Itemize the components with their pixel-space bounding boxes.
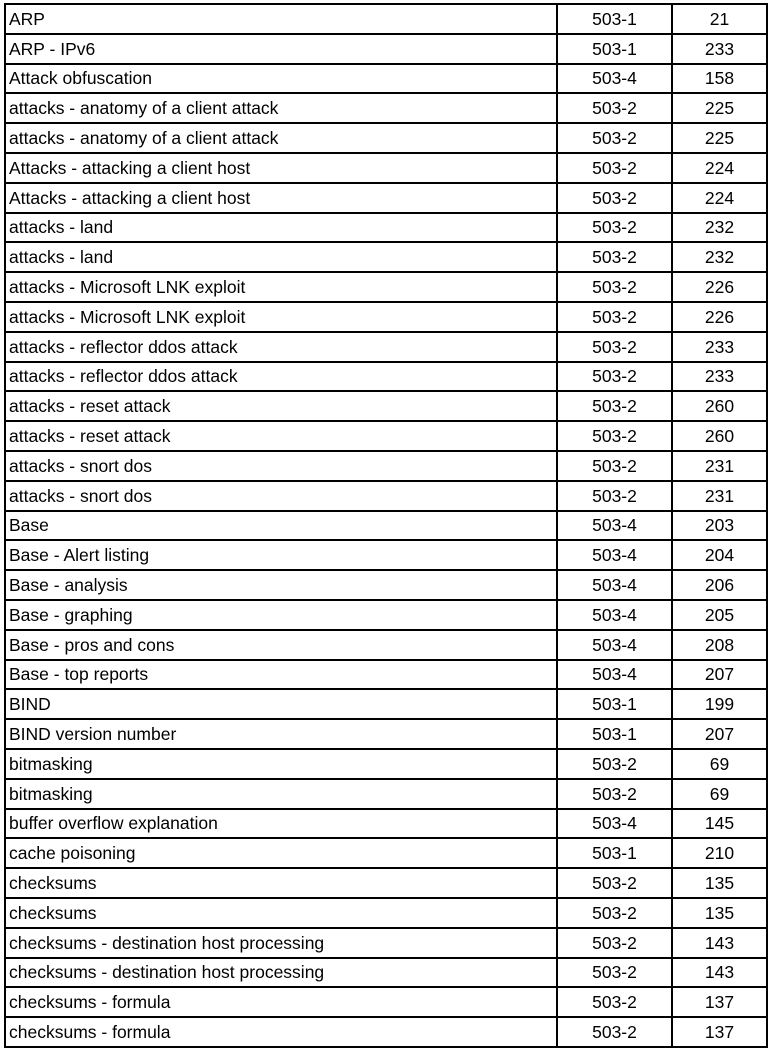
table-row[interactable] [5,123,767,153]
table-row[interactable] [5,391,767,421]
table-row[interactable] [5,660,767,690]
topic-cell[interactable]: checksums - formula [5,1017,557,1047]
page-cell[interactable]: 137 [672,1017,767,1047]
book-cell[interactable]: 503-2 [557,421,672,451]
table-row[interactable] [5,421,767,451]
topic-cell[interactable]: checksums [5,898,557,928]
table-row[interactable] [5,272,767,302]
book-cell[interactable]: 503-2 [557,153,672,183]
book-cell[interactable]: 503-1 [557,838,672,868]
table-row[interactable] [5,958,767,988]
page-cell[interactable]: 226 [672,272,767,302]
page-cell[interactable]: 231 [672,451,767,481]
table-row[interactable] [5,183,767,213]
topic-cell[interactable]: Base - analysis [5,570,557,600]
topic-cell[interactable]: bitmasking [5,749,557,779]
book-cell[interactable]: 503-2 [557,958,672,988]
table-row[interactable] [5,511,767,541]
topic-cell[interactable]: attacks - land [5,213,557,243]
topic-cell[interactable]: attacks - anatomy of a client attack [5,93,557,123]
page-cell[interactable]: 224 [672,153,767,183]
page-cell[interactable]: 158 [672,64,767,94]
page-cell[interactable]: 206 [672,570,767,600]
page-cell[interactable]: 208 [672,630,767,660]
topic-cell[interactable]: checksums - destination host processing [5,928,557,958]
book-cell[interactable]: 503-2 [557,1017,672,1047]
topic-cell[interactable]: attacks - land [5,242,557,272]
page-cell[interactable]: 203 [672,511,767,541]
topic-cell[interactable]: Base - Alert listing [5,540,557,570]
book-cell[interactable]: 503-2 [557,332,672,362]
table-row[interactable] [5,630,767,660]
table-row[interactable] [5,93,767,123]
book-cell[interactable]: 503-1 [557,719,672,749]
table-row[interactable] [5,451,767,481]
table-row[interactable] [5,868,767,898]
topic-cell[interactable]: BIND [5,689,557,719]
topic-cell[interactable]: checksums - formula [5,987,557,1017]
topic-cell[interactable]: cache poisoning [5,838,557,868]
table-row[interactable] [5,1017,767,1047]
topic-cell[interactable]: attacks - snort dos [5,481,557,511]
page-cell[interactable]: 145 [672,809,767,839]
topic-cell[interactable]: attacks - Microsoft LNK exploit [5,302,557,332]
book-cell[interactable]: 503-4 [557,630,672,660]
book-cell[interactable]: 503-2 [557,391,672,421]
book-cell[interactable]: 503-2 [557,242,672,272]
page-cell[interactable]: 232 [672,242,767,272]
topic-cell[interactable]: ARP - IPv6 [5,34,557,64]
book-cell[interactable]: 503-2 [557,898,672,928]
table-row[interactable] [5,540,767,570]
table-row[interactable] [5,987,767,1017]
table-row[interactable] [5,64,767,94]
book-cell[interactable]: 503-2 [557,93,672,123]
book-cell[interactable]: 503-1 [557,34,672,64]
book-cell[interactable]: 503-2 [557,868,672,898]
table-row[interactable] [5,928,767,958]
book-cell[interactable]: 503-4 [557,570,672,600]
page-cell[interactable]: 21 [672,4,767,34]
book-cell[interactable]: 503-4 [557,809,672,839]
table-row[interactable] [5,749,767,779]
book-cell[interactable]: 503-2 [557,451,672,481]
book-cell[interactable]: 503-1 [557,4,672,34]
table-row[interactable] [5,481,767,511]
page-cell[interactable]: 233 [672,332,767,362]
topic-cell[interactable]: buffer overflow explanation [5,809,557,839]
topic-cell[interactable]: attacks - reflector ddos attack [5,362,557,392]
table-row[interactable] [5,332,767,362]
page-cell[interactable]: 224 [672,183,767,213]
table-row[interactable] [5,898,767,928]
book-cell[interactable]: 503-1 [557,689,672,719]
table-row[interactable] [5,242,767,272]
page-cell[interactable]: 143 [672,958,767,988]
topic-cell[interactable]: attacks - reset attack [5,421,557,451]
book-cell[interactable]: 503-4 [557,660,672,690]
book-cell[interactable]: 503-4 [557,511,672,541]
page-cell[interactable]: 143 [672,928,767,958]
topic-cell[interactable]: BIND version number [5,719,557,749]
book-cell[interactable]: 503-2 [557,928,672,958]
topic-cell[interactable]: Attack obfuscation [5,64,557,94]
book-cell[interactable]: 503-2 [557,123,672,153]
book-cell[interactable]: 503-2 [557,362,672,392]
page-cell[interactable]: 233 [672,34,767,64]
topic-cell[interactable]: attacks - Microsoft LNK exploit [5,272,557,302]
book-cell[interactable]: 503-2 [557,213,672,243]
book-cell[interactable]: 503-2 [557,779,672,809]
page-cell[interactable]: 232 [672,213,767,243]
topic-cell[interactable]: ARP [5,4,557,34]
topic-cell[interactable]: Base - top reports [5,660,557,690]
page-cell[interactable]: 207 [672,660,767,690]
page-cell[interactable]: 199 [672,689,767,719]
book-cell[interactable]: 503-2 [557,272,672,302]
page-cell[interactable]: 225 [672,123,767,153]
page-cell[interactable]: 231 [672,481,767,511]
table-row[interactable] [5,719,767,749]
topic-cell[interactable]: Attacks - attacking a client host [5,153,557,183]
table-row[interactable] [5,4,767,34]
book-cell[interactable]: 503-2 [557,183,672,213]
table-row[interactable] [5,362,767,392]
topic-cell[interactable]: Base [5,511,557,541]
topic-cell[interactable]: attacks - snort dos [5,451,557,481]
topic-cell[interactable]: checksums - destination host processing [5,958,557,988]
topic-cell[interactable]: Attacks - attacking a client host [5,183,557,213]
page-cell[interactable]: 69 [672,779,767,809]
page-cell[interactable]: 233 [672,362,767,392]
page-cell[interactable]: 135 [672,868,767,898]
page-cell[interactable]: 260 [672,391,767,421]
table-row[interactable] [5,600,767,630]
topic-cell[interactable]: Base - graphing [5,600,557,630]
index-table-body [5,4,767,1047]
table-row[interactable] [5,809,767,839]
table-row[interactable] [5,570,767,600]
page-cell[interactable]: 207 [672,719,767,749]
book-cell[interactable]: 503-4 [557,540,672,570]
table-row[interactable] [5,34,767,64]
topic-cell[interactable]: Base - pros and cons [5,630,557,660]
book-cell[interactable]: 503-2 [557,481,672,511]
book-cell[interactable]: 503-4 [557,600,672,630]
page-cell[interactable]: 205 [672,600,767,630]
table-row[interactable] [5,779,767,809]
book-cell[interactable]: 503-2 [557,749,672,779]
book-cell[interactable]: 503-2 [557,987,672,1017]
page-cell[interactable]: 204 [672,540,767,570]
table-row[interactable] [5,689,767,719]
table-row[interactable] [5,838,767,868]
topic-cell[interactable]: attacks - reflector ddos attack [5,332,557,362]
table-row[interactable] [5,213,767,243]
page-cell[interactable]: 225 [672,93,767,123]
book-cell[interactable]: 503-4 [557,64,672,94]
page-cell[interactable]: 135 [672,898,767,928]
page-cell[interactable]: 260 [672,421,767,451]
table-row[interactable] [5,302,767,332]
page-cell[interactable]: 210 [672,838,767,868]
topic-cell[interactable]: attacks - anatomy of a client attack [5,123,557,153]
topic-cell[interactable]: attacks - reset attack [5,391,557,421]
index-sheet [4,3,766,1048]
page-cell[interactable]: 226 [672,302,767,332]
index-table [4,3,768,1048]
topic-cell[interactable]: bitmasking [5,779,557,809]
page-cell[interactable]: 137 [672,987,767,1017]
topic-cell[interactable]: checksums [5,868,557,898]
book-cell[interactable]: 503-2 [557,302,672,332]
table-row[interactable] [5,153,767,183]
page-cell[interactable]: 69 [672,749,767,779]
